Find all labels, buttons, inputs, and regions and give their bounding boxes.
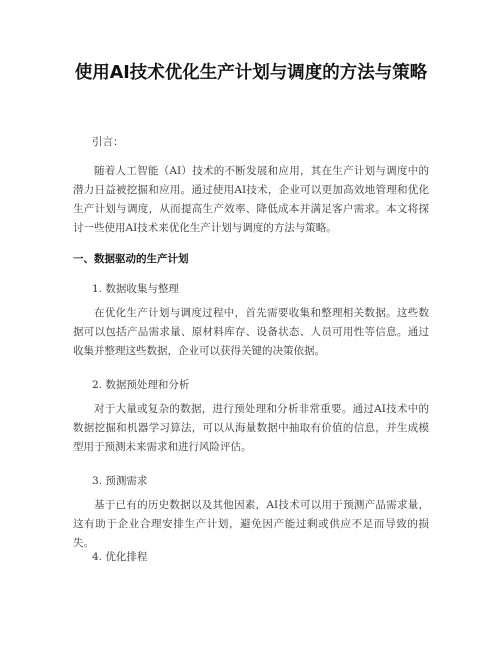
item-heading-1: 1. 数据收集与整理	[92, 283, 179, 295]
item-heading-3: 3. 预测需求	[92, 475, 148, 487]
intro-paragraph: 随着人工智能（AI）技术的不断发展和应用，其在生产计划与调度中的潜力日益被挖掘和应用。通过使用AI技术，企业可以更加高效地管理和优化生产计划与调度，从而提高生产效率、降低成本并满足客户需求。本文将探讨一些使用AI技术来优化生产计划与调度的方法与策略。	[73, 165, 429, 234]
item-paragraph-2: 对于大量或复杂的数据，进行预处理和分析非常重要。通过AI技术中的数据挖掘和机器学习算法，可以从海量数据中抽取有价值的信息，并生成模型用于预测未来需求和进行风险评估。	[73, 403, 429, 453]
section-heading: 一、数据驱动的生产计划	[73, 253, 189, 265]
intro-label: 引言：	[92, 136, 124, 148]
item-heading-4: 4. 优化排程	[92, 551, 148, 563]
document-title: 使用AI技术优化生产计划与调度的方法与策略	[74, 63, 428, 83]
item-heading-2: 2. 数据预处理和分析	[92, 379, 190, 391]
item-paragraph-1: 在优化生产计划与调度过程中，首先需要收集和整理相关数据。这些数据可以包括产品需求量、原材料库存、设备状态、人员可用性等信息。通过收集并整理这些数据，企业可以获得关键的决策依据。	[73, 307, 429, 357]
item-paragraph-3: 基于已有的历史数据以及其他因素，AI技术可以用于预测产品需求量，这有助于企业合理安排生产计划，避免因产能过剩或供应不足而导致的损失。	[73, 499, 429, 549]
